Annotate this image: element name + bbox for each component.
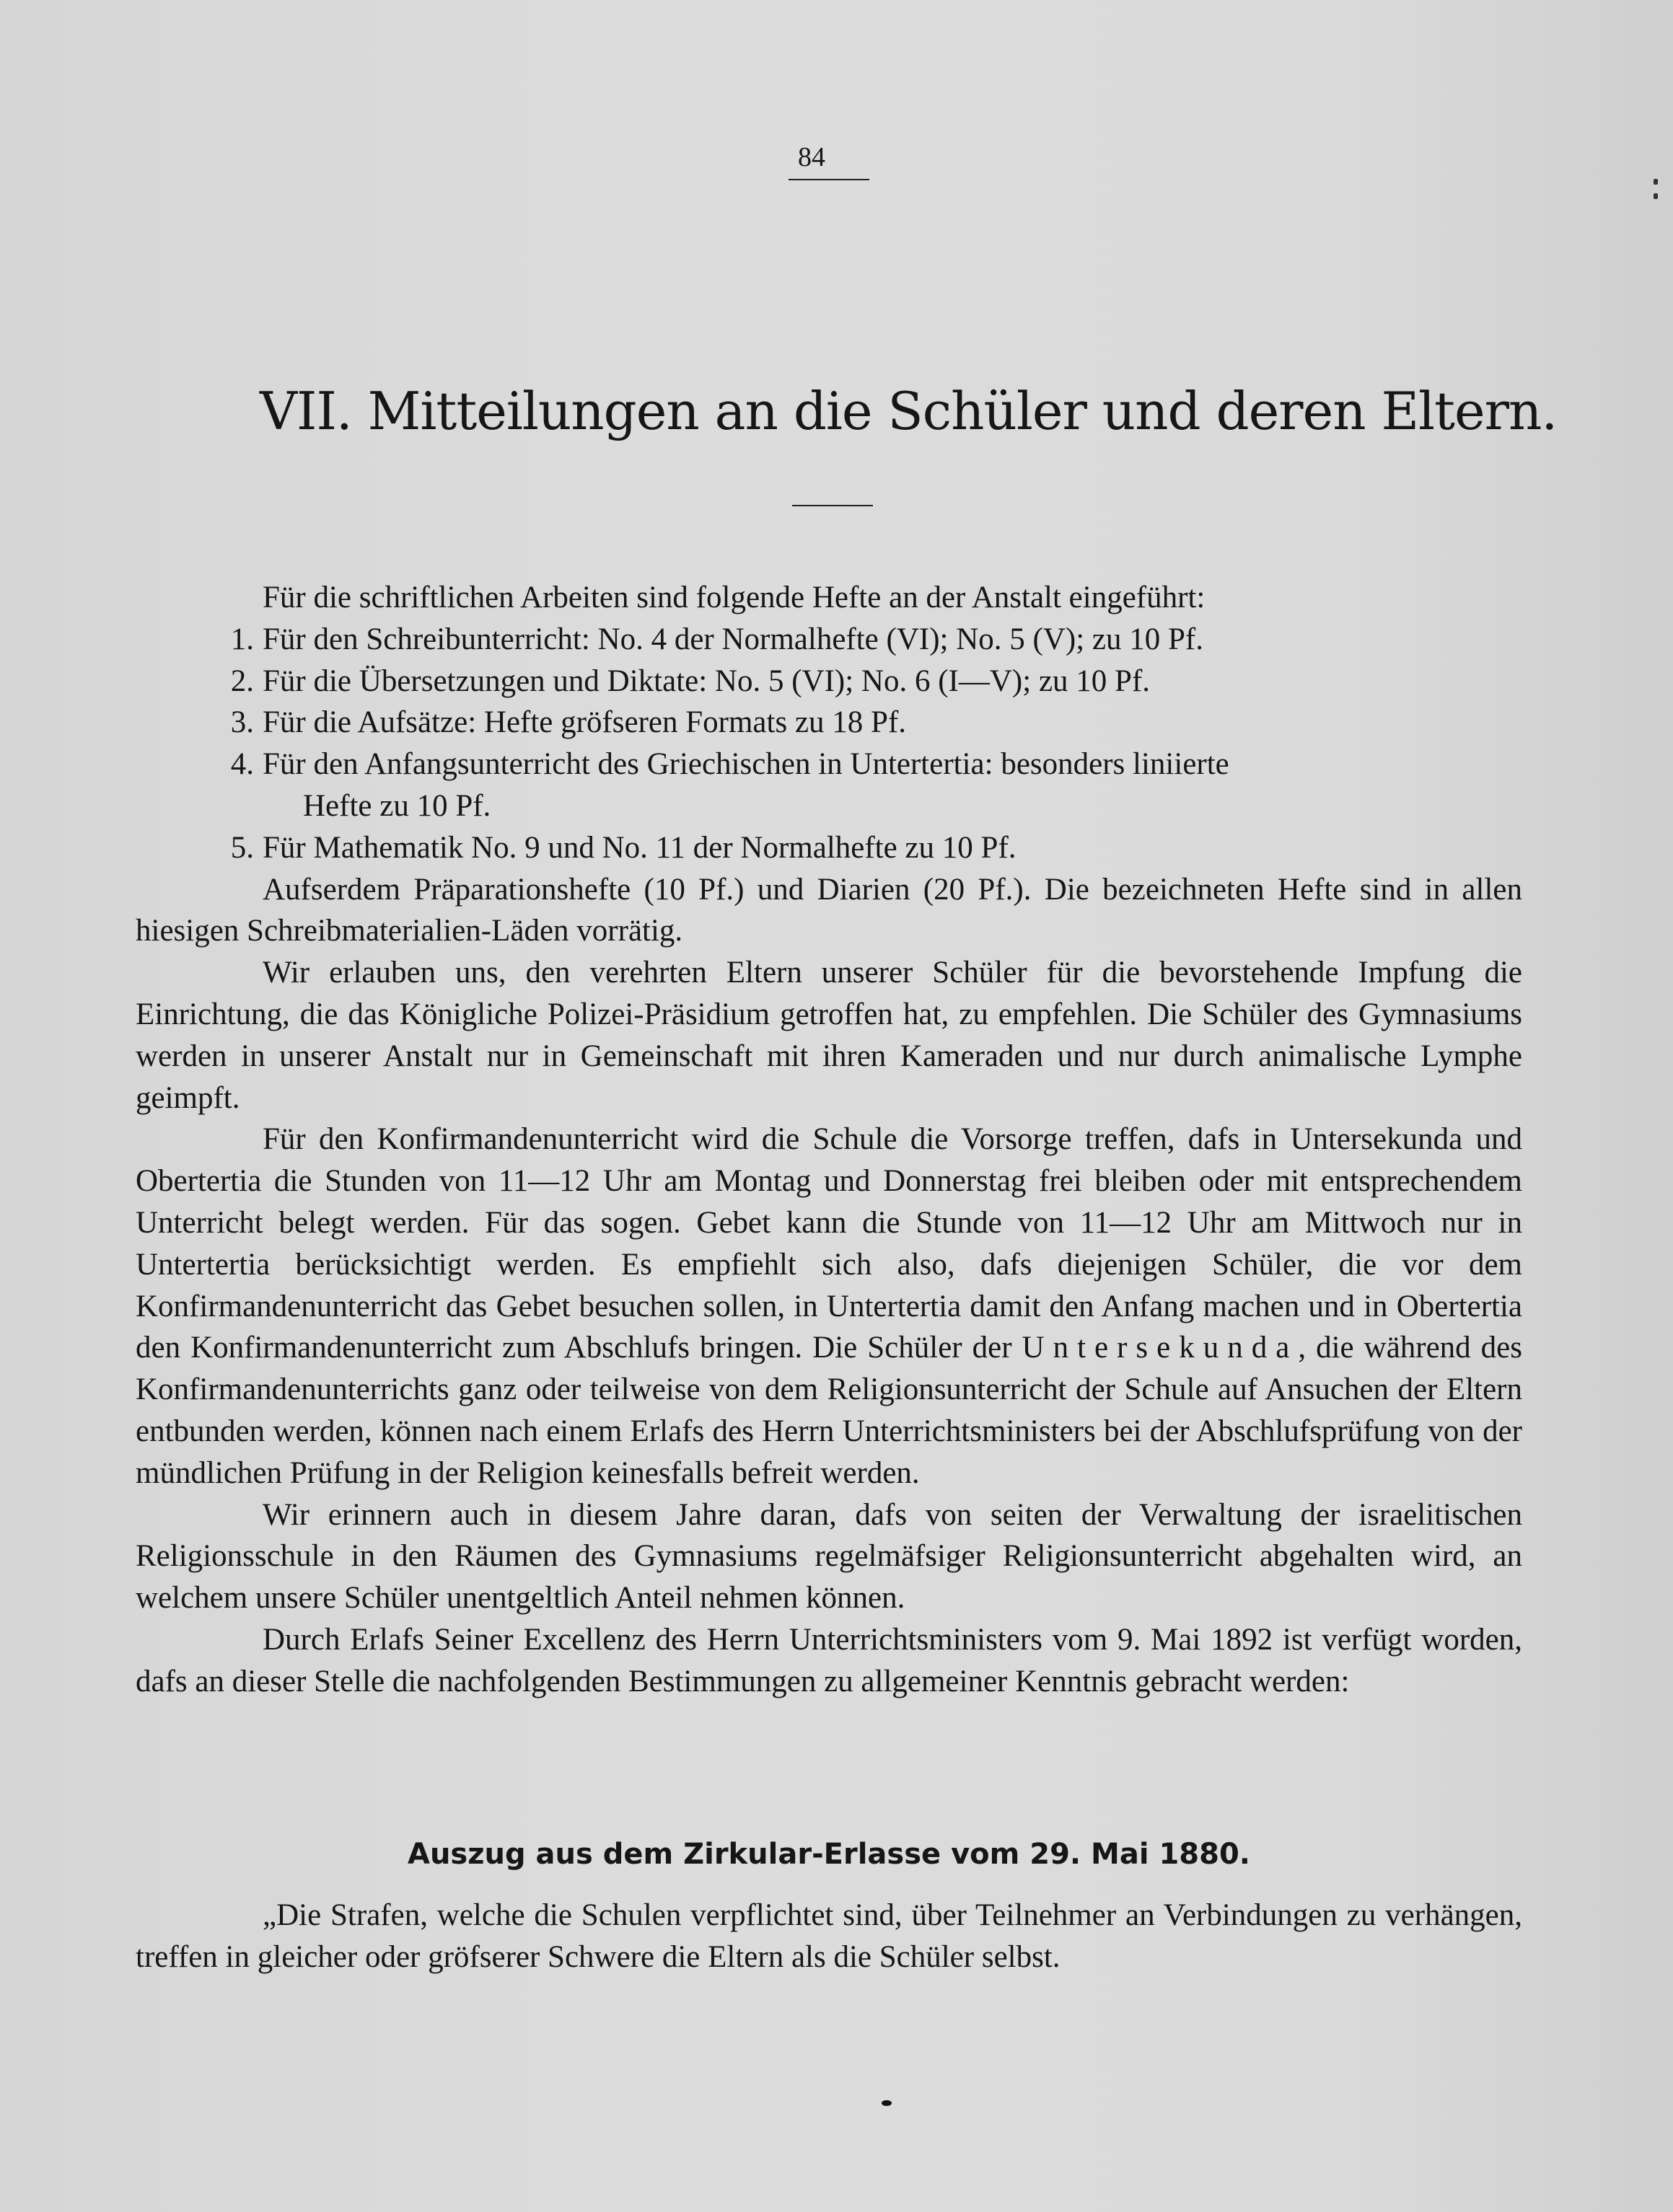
list-item <box>136 827 1522 869</box>
edge-mark <box>1654 193 1658 199</box>
excerpt <box>136 1895 1522 1978</box>
list-number: 4. <box>230 747 254 782</box>
list-number: 1. <box>230 622 254 656</box>
list-item <box>136 744 1522 827</box>
edge-mark <box>1654 179 1658 185</box>
confirmation-spaced-word: Untersekunda <box>1022 1331 1299 1365</box>
page-number-rule <box>789 179 869 180</box>
chapter-title: VII. Mitteilungen an die Schüler und deren Eltern. <box>260 381 1558 441</box>
excerpt-paragraph: „Die Strafen, welche die Schulen verpflichtet sind, über Teilnehmer an Verbindungen zu verhängen, treffen in gleicher oder gröfserer Schwere die Eltern als die Schüler selbst. <box>136 1898 1522 1974</box>
list-item <box>136 661 1522 702</box>
confirmation-text-before: Für den Konfirmandenunterricht wird die Schule die Vorsorge treffen, dafs in Untersekunda und Obertertia die Stunden von 11—12 Uhr am Montag und Donnerstag frei bleiben oder mit entsprechendem Unterricht belegt werden. Für das sogen. Gebet kann die Stunde von 11—12 Uhr am Mittwoch nur in Untertertia berücksichtigt werden. Es empfiehlt sich also, dafs diejenigen Schüler, die vor dem Konfirmandenunterricht das Gebet besuchen sollen, in Untertertia damit den Anfang machen und in Obertertia den Konfirmandenunterricht zum Abschlufs bringen. Die Schüler der <box>136 1122 1522 1365</box>
list-text-wrap <box>263 744 1522 827</box>
list-item <box>136 619 1522 661</box>
paragraph-vaccination: Wir erlauben uns, den verehrten Eltern unserer Schüler für die bevorstehende Impfung die Einrichtung, die das Königliche Polizei-Präsidium getroffen hat, zu empfehlen. Die Schüler des Gymnasiums werden in unserer Anstalt nur in Gemeinschaft mit ihren Kameraden und nur durch animalische Lymphe geimpft. <box>136 956 1522 1115</box>
paragraph-religion-school: Wir erinnern auch in diesem Jahre daran, dafs von seiten der Verwaltung der israelitischen Religionsschule in den Räumen des Gymnasiums regelmäfsiger Religionsunterricht abgehalten wird, an welchem unsere Schüler unentgeltlich Anteil nehmen können. <box>136 1497 1522 1616</box>
body-text <box>136 577 1522 1703</box>
intro-paragraph: Für die schriftlichen Arbeiten sind folgende Hefte an der Anstalt eingeführt: <box>263 581 1206 614</box>
list-number: 5. <box>230 830 254 865</box>
list-text: Für den Anfangsunterricht des Griechischen in Untertertia: besonders liniierte <box>263 747 1229 782</box>
list-text: Für die Übersetzungen und Diktate: No. 5 (VI); No. 6 (I—V); zu 10 Pf. <box>263 664 1151 698</box>
list-number: 3. <box>230 705 254 740</box>
list-text-continuation: Hefte zu 10 Pf. <box>303 788 491 823</box>
list-text: Für die Aufsätze: Hefte gröfseren Formats zu 18 Pf. <box>263 705 907 740</box>
ink-mark <box>882 2100 892 2106</box>
paragraph-supplies: Aufserdem Präparationshefte (10 Pf.) und Diarien (20 Pf.). Die bezeichneten Hefte sind in allen hiesigen Schreibmaterialien-Läden vorrätig. <box>136 872 1522 948</box>
title-rule <box>792 505 873 506</box>
list-item <box>136 702 1522 744</box>
notebook-list <box>136 619 1522 869</box>
paragraph-decree: Durch Erlafs Seiner Excellenz des Herrn Unterrichtsministers vom 9. Mai 1892 ist verfügt worden, dafs an dieser Stelle die nachfolgenden Bestimmungen zu allgemeiner Kenntnis gebracht werden: <box>136 1622 1522 1698</box>
list-text: Für den Schreibunterricht: No. 4 der Normalhefte (VI); No. 5 (V); zu 10 Pf. <box>263 622 1203 656</box>
section-heading: Auszug aus dem Zirkular-Erlasse vom 29. Mai 1880. <box>407 1838 1250 1871</box>
list-number: 2. <box>230 664 254 698</box>
paragraph-confirmation <box>136 1119 1522 1494</box>
page-number: 84 <box>798 142 825 172</box>
confirmation-text-after: , die während des Konfirmandenunterrichts ganz oder teilweise von dem Religionsunterricht der Schule auf Ansuchen der Eltern entbunden werden, können nach einem Erlafs des Herrn Unterrichtsministers bei der Abschlufsprüfung von der mündlichen Prüfung in der Religion keinesfalls befreit werden. <box>136 1331 1523 1490</box>
list-text: Für Mathematik No. 9 und No. 11 der Normalhefte zu 10 Pf. <box>263 830 1016 865</box>
